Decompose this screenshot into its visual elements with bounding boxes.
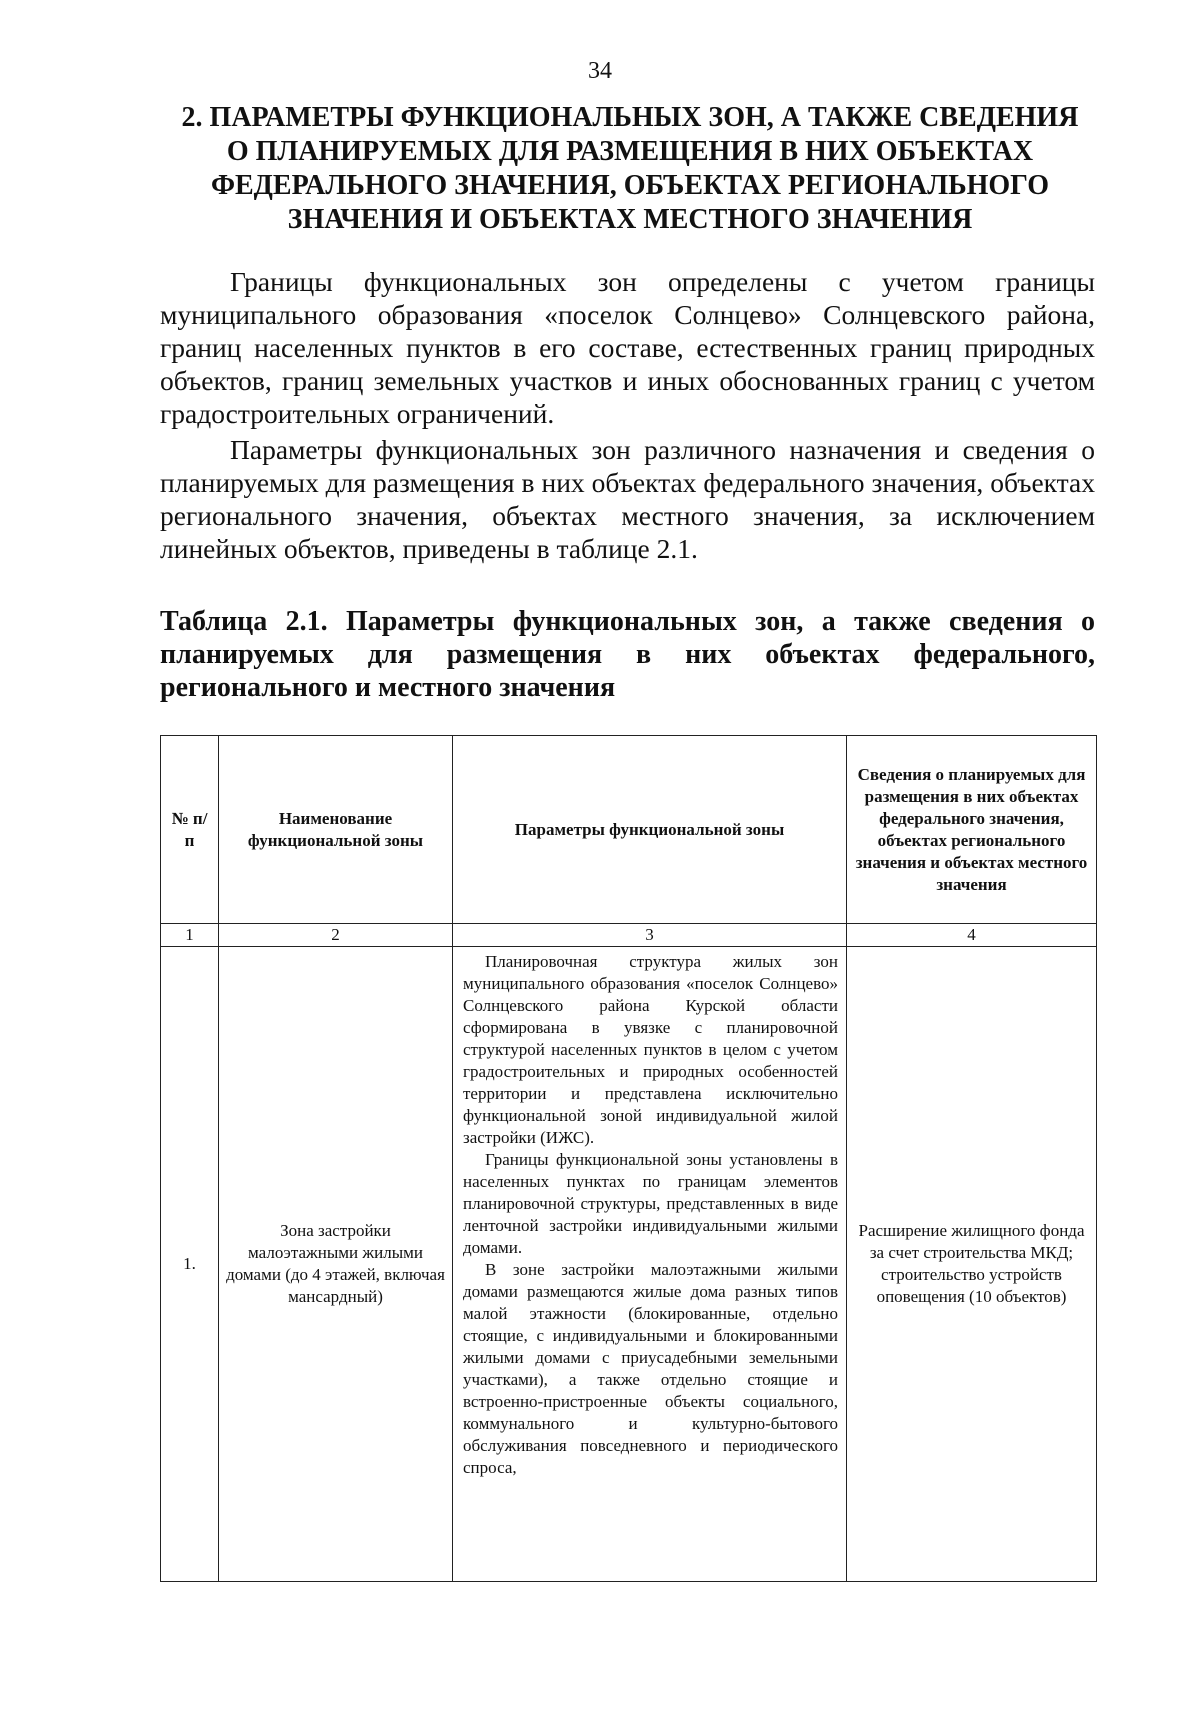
column-number: 4	[847, 924, 1097, 947]
column-number-row	[161, 924, 1097, 947]
section-title-line: О ПЛАНИРУЕМЫХ ДЛЯ РАЗМЕЩЕНИЯ В НИХ ОБЪЕКТАХ	[226, 136, 1034, 167]
section-title-line: ФЕДЕРАЛЬНОГО ЗНАЧЕНИЯ, ОБЪЕКТАХ РЕГИОНАЛЬНОГО	[210, 170, 1050, 201]
page-number: 34	[588, 58, 612, 84]
row-number: 1.	[161, 947, 219, 1582]
paragraph-text: Границы функциональных зон определены с учетом границы муниципального образования «поселок Солнцево» Солнцевского района, границ населенных пунктов в его составе, естественных границ природных объектов, границ земельных участков и иных обоснованных границ с учетом градостроительных ограничений.	[160, 266, 1095, 429]
table-header-row	[161, 736, 1097, 924]
header-zone-name: Наименование функциональной зоны	[219, 736, 453, 924]
section-title-line: ЗНАЧЕНИЯ И ОБЪЕКТАХ МЕСТНОГО ЗНАЧЕНИЯ	[287, 204, 973, 235]
planned-objects-cell	[847, 947, 1097, 1582]
header-parameters: Параметры функциональной зоны	[453, 736, 847, 924]
parameters-paragraph: В зоне застройки малоэтажными жилыми домами размещаются жилые дома разных типов малой этажности (блокированные, отдельно стоящие, с индивидуальными и блокированными жилыми домами с приусадебными земельными участками), а также отдельно стоящие и встроенно-пристроенные объекты социального, коммунального и культурно-бытового обслуживания повседневного и периодического спроса,	[463, 1260, 838, 1477]
column-number: 3	[453, 924, 847, 947]
body-paragraph-1	[160, 265, 1095, 430]
planned-objects: Расширение жилищного фонда за счет строительства МКД; строительство устройств оповещения (10 объектов)	[858, 1221, 1085, 1306]
section-title	[150, 101, 1110, 237]
table-caption: Таблица 2.1. Параметры функциональных зон, а также сведения о планируемых для размещения в них объектах федерального, регионального и местного значения	[160, 606, 1095, 703]
section-title-line: 2. ПАРАМЕТРЫ ФУНКЦИОНАЛЬНЫХ ЗОН, А ТАКЖЕ СВЕДЕНИЯ	[181, 102, 1079, 133]
paragraph-text: Параметры функциональных зон различного назначения и сведения о планируемых для размещения в них объектах федерального значения, объектах регионального значения, объектах местного значения, за исключением линейных объектов, приведены в таблице 2.1.	[160, 434, 1095, 564]
header-number: № п/п	[161, 736, 219, 924]
parameters-cell	[453, 947, 847, 1582]
table-row	[161, 947, 1097, 1582]
column-number: 1	[161, 924, 219, 947]
parameters-paragraph: Планировочная структура жилых зон муниципального образования «поселок Солнцево» Солнцевского района Курской области сформирована в увязке с планировочной структурой населенных пунктов в целом с учетом градостроительных и природных особенностей территории и представлена исключительно функциональной зоной индивидуальной жилой застройки (ИЖС).	[463, 952, 838, 1147]
zone-name-cell	[219, 947, 453, 1582]
parameters-paragraph: Границы функциональной зоны установлены в населенных пунктах по границам элементов планировочной структуры, представленных в виде ленточной застройки индивидуальными жилыми домами.	[463, 1150, 838, 1257]
body-paragraph-2	[160, 433, 1095, 565]
functional-zones-table	[160, 735, 1097, 1582]
header-planned-objects: Сведения о планируемых для размещения в них объектах федерального значения, объектах регионального значения и объектах местного значения	[847, 736, 1097, 924]
zone-name: Зона застройки малоэтажными жилыми домами (до 4 этажей, включая мансардный)	[226, 1221, 445, 1306]
column-number: 2	[219, 924, 453, 947]
